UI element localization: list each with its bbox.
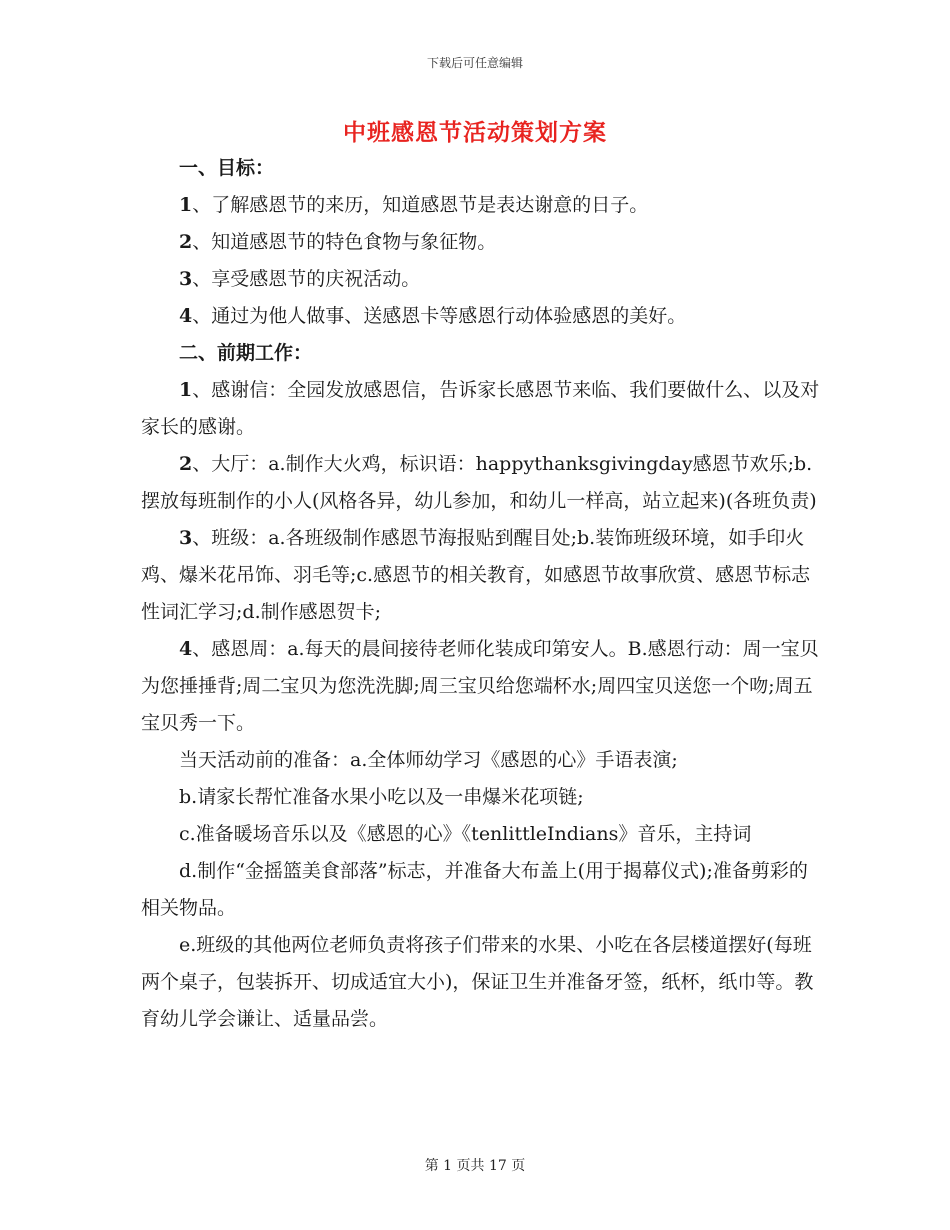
goal-item	[141, 224, 821, 261]
goal-text: 、享受感恩节的庆祝活动。	[192, 268, 421, 290]
prep-number: 1	[179, 379, 193, 401]
goal-number: 3	[179, 268, 193, 290]
document-title: 中班感恩节活动策划方案	[343, 119, 607, 146]
day-prep-item: e.班级的其他两位老师负责将孩子们带来的水果、小吃在各层楼道摆好(每班两个桌子，包装拆开、切成适宜大小)，保证卫生并准备牙签，纸杯，纸巾等。教育幼儿学会谦让、适量品尝。	[141, 934, 814, 1030]
prep-text: 、班级：a.各班级制作感恩节海报贴到醒目处;b.装饰班级环境，如手印火鸡、爆米花吊饰、羽毛等;c.感恩节的相关教育，如感恩节故事欣赏、感恩节标志性词汇学习;d.制作感恩贺卡;	[141, 527, 811, 623]
goal-text: 、通过为他人做事、送感恩卡等感恩行动体验感恩的美好。	[192, 305, 687, 327]
prep-number: 4	[179, 638, 193, 660]
prep-text: 、感谢信：全园发放感恩信，告诉家长感恩节来临、我们要做什么、以及对家长的感谢。	[141, 379, 820, 438]
prep-item	[141, 520, 821, 631]
section-heading-prep: 二、前期工作：	[179, 342, 313, 364]
day-prep-item: 当天活动前的准备：a.全体师幼学习《感恩的心》手语表演;	[179, 749, 678, 771]
page-header-note: 下载后可任意编辑	[426, 56, 523, 70]
prep-text: 、感恩周：a.每天的晨间接待老师化装成印第安人。B.感恩行动：周一宝贝为您捶捶背;周二宝贝为您洗洗脚;周三宝贝给您端杯水;周四宝贝送您一个吻;周五宝贝秀一下。	[141, 638, 819, 734]
section-heading-goals: 一、目标：	[179, 157, 275, 179]
goal-item	[141, 261, 821, 298]
prep-item	[141, 372, 821, 446]
day-prep-item: b.请家长帮忙准备水果小吃以及一串爆米花项链;	[179, 786, 584, 808]
goal-item	[141, 298, 821, 335]
page-number: 第 1 页共 17 页	[424, 1158, 526, 1174]
prep-item	[141, 631, 821, 742]
prep-number: 2	[179, 453, 193, 475]
goal-text: 、了解感恩节的来历，知道感恩节是表达谢意的日子。	[192, 194, 649, 216]
day-prep-item: c.准备暖场音乐以及《感恩的心》《tenlittleIndians》音乐，主持词	[179, 823, 752, 845]
document-body	[141, 150, 821, 1038]
goal-number: 4	[179, 305, 193, 327]
goal-item	[141, 187, 821, 224]
goal-text: 、知道感恩节的特色食物与象征物。	[192, 231, 497, 253]
prep-text: 、大厅：a.制作大火鸡，标识语：happythanksgivingday感恩节欢乐;b.摆放每班制作的小人(风格各异，幼儿参加，和幼儿一样高，站立起来)(各班负责)	[141, 453, 817, 512]
goal-number: 2	[179, 231, 193, 253]
day-prep-item: d.制作“金摇篮美食部落”标志，并准备大布盖上(用于揭幕仪式);准备剪彩的相关物品。	[141, 860, 808, 919]
prep-item	[141, 446, 821, 520]
prep-number: 3	[179, 527, 193, 549]
goal-number: 1	[179, 194, 193, 216]
